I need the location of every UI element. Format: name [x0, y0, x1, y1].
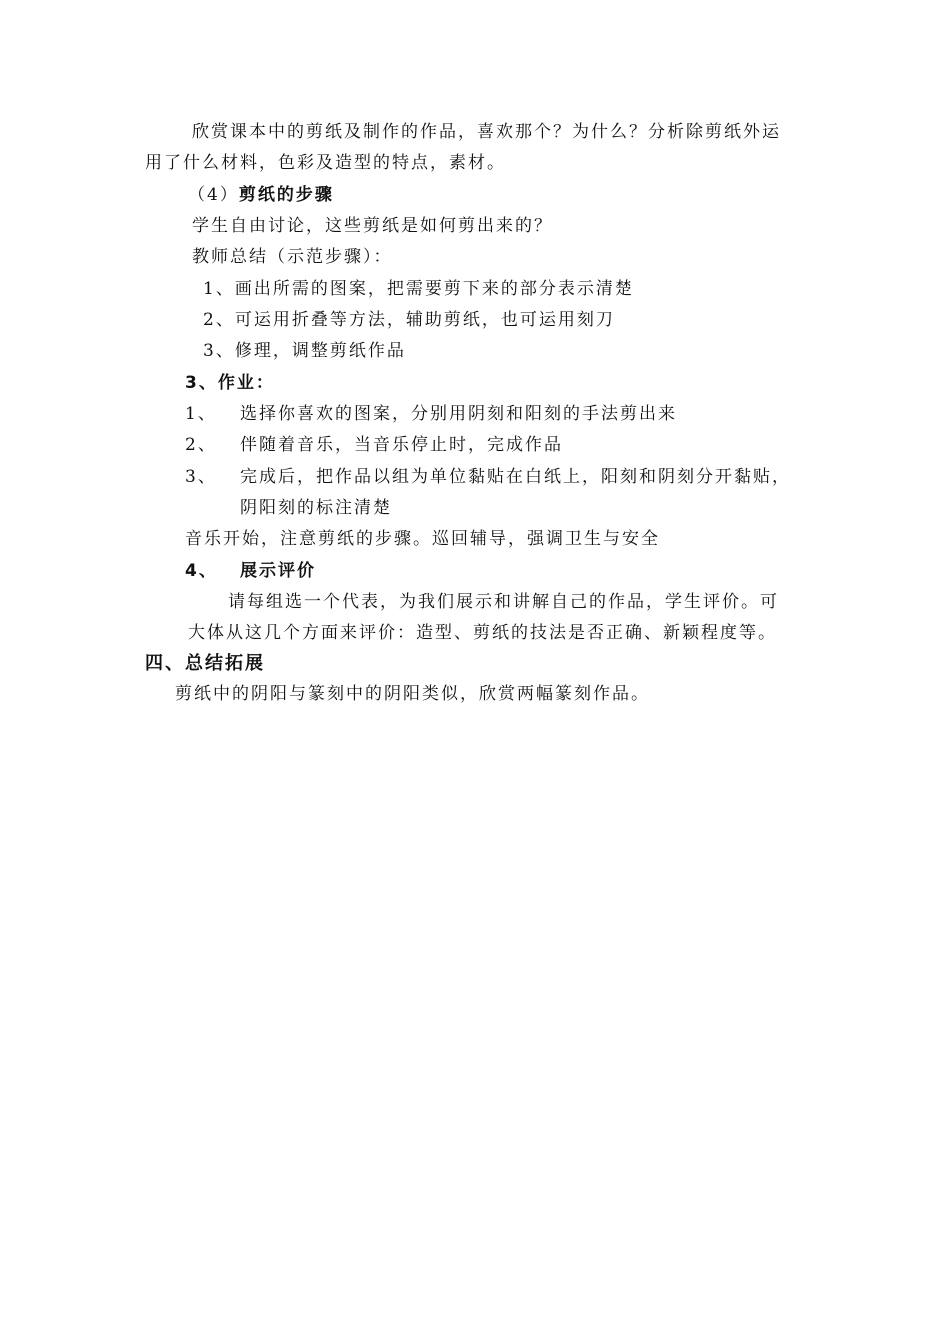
teacher-summary: 教师总结（示范步骤）： [192, 247, 393, 267]
homework-item-2-text: 伴随着音乐，当音乐停止时，完成作品 [240, 435, 563, 455]
step4-number: （4） [188, 185, 239, 205]
intro-line-2: 用了什么材料，色彩及造型的特点，素材。 [145, 153, 506, 173]
homework-item-3-number: 3、 [185, 467, 217, 487]
discussion-text: 学生自由讨论，这些剪纸是如何剪出来的？ [192, 216, 553, 236]
section-4-title: 四、总结拓展 [145, 653, 265, 674]
section-4-text: 剪纸中的阴阳与篆刻中的阴阳类似，欣赏两幅篆刻作品。 [175, 684, 650, 704]
step4-heading [188, 185, 334, 205]
homework-item-1-number: 1、 [185, 404, 217, 424]
step-item-3: 3、修理，调整剪纸作品 [203, 341, 406, 361]
homework-item-3-text-cont: 阴阳刻的标注清楚 [240, 498, 392, 518]
show-line-2: 大体从这几个方面来评价：造型、剪纸的技法是否正确、新颖程度等。 [188, 623, 777, 643]
show-heading-number: 4、 [185, 561, 218, 581]
show-heading-title: 展示评价 [240, 561, 316, 581]
homework-heading: 3、作业： [185, 373, 275, 393]
step4-title: 剪纸的步骤 [238, 185, 334, 205]
homework-item-2-number: 2、 [185, 435, 217, 455]
music-note: 音乐开始，注意剪纸的步骤。巡回辅导，强调卫生与安全 [185, 529, 660, 549]
step-item-1: 1、画出所需的图案，把需要剪下来的部分表示清楚 [203, 279, 634, 299]
intro-line-1: 欣赏课本中的剪纸及制作的作品，喜欢那个？为什么？分析除剪纸外运 [192, 122, 781, 142]
show-line-1: 请每组选一个代表，为我们展示和讲解自己的作品，学生评价。可 [228, 592, 779, 612]
step-item-2: 2、可运用折叠等方法，辅助剪纸，也可运用刻刀 [203, 310, 615, 330]
homework-item-3-text: 完成后，把作品以组为单位黏贴在白纸上，阳刻和阴刻分开黏贴， [240, 467, 791, 487]
homework-item-1-text: 选择你喜欢的图案，分别用阴刻和阳刻的手法剪出来 [240, 404, 677, 424]
